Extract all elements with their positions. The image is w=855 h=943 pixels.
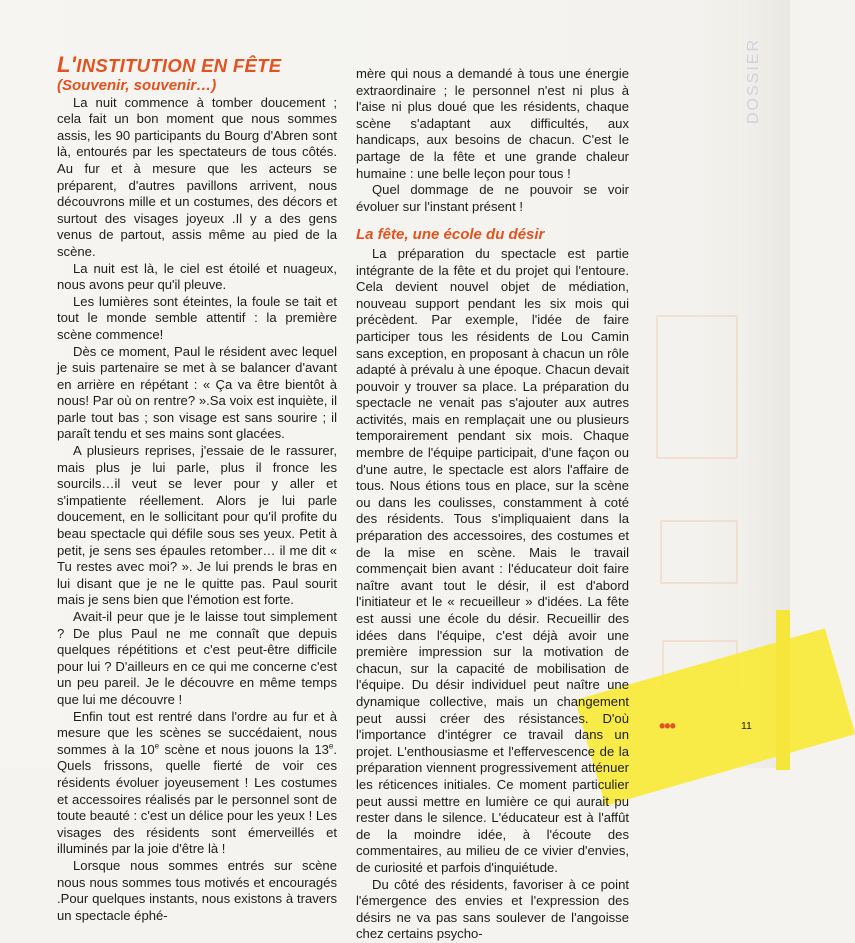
section-heading: La fête, une école du désir: [356, 226, 545, 244]
paragraph: [57, 709, 337, 858]
paragraph: Les lumières sont éteintes, la foule se tait et tout le monde semble attentif : la première scène commence!: [57, 293, 337, 342]
title-initial: L': [57, 52, 77, 77]
bleed-through-box: [660, 520, 738, 584]
text-run: scène et nous jouons la 13: [159, 741, 329, 757]
paragraph: Quel dommage de ne pouvoir se voir évoluer sur l'instant présent !: [356, 182, 629, 214]
superscript: e: [328, 741, 334, 751]
yellow-edge-strip: [776, 610, 790, 770]
paragraph: La nuit commence à tomber doucement ; cela fait un bon moment que nous sommes assis, les 90 participants du Bourg d'Abren sont là, entourés par les spectateurs de tous côtés. Au fur et à mesure que les acteurs se préparent, d'autres pavillons arrivent, nous découvrons mille et un costumes, des décors et surtout des visages joyeux .Il y a des gens venus de partout, assis même au pied de la scène.: [57, 94, 337, 259]
text-run: . Quels frissons, quelle fierté de voir ces résidents évoluer joyeusement ! Les costumes et accessoires réalisés par le personnel sont de toute beauté : c'est un délice pour les yeux ! Les visages des résidents sont émerveillés et illuminés par la joie d'être là !: [57, 741, 337, 857]
paragraph: La nuit est là, le ciel est étoilé et nuageux, nous avons peur qu'il pleuve.: [57, 260, 337, 293]
paragraph: Du côté des résidents, favoriser à ce point l'émergence des envies et l'expression des désirs ne va pas sans soulever de l'angoisse chez certains psycho-: [356, 876, 629, 942]
decorative-dots: •••: [659, 716, 675, 736]
paragraph: La préparation du spectacle est partie intégrante de la fête et du projet qui l'entoure. Cela devient nouvel objet de médiation, nouveau support pendant les six mois qui précèdent. Par exemple, l'idée de faire participer tous les résidents de Lou Camin sans exception, en proposant à chacun un rôle adapté à prévalu à une époque. Chacun devait pouvoir y trouver sa place. La préparation du spectacle ne venait pas s'ajouter aux autres activités, mais en remplaçait une ou plusieurs temporairement pendant six mois. Chaque membre de l'équipe participait, d'une façon ou d'une autre, le spectacle est alors l'affaire de tous. Nous étions tous en place, sur la scène ou dans les coulisses, constamment à coté des résidents. Tous s'impliquaient dans la préparation des accessoires, des costumes et de la mise en scène. Mais le travail commençait bien avant : l'éducateur doit faire naître avant tout le désir, il est d'abord l'initiateur et le « recueilleur » d'idées. La fête est aussi une école du désir. Recueillir des idées dans l'équipe, c'est déjà avoir une première impression sur la motivation de chacun, sur la capacité de mobilisation de l'équipe. Du désir individuel peut naître une dynamique collective, mais un changement peut aussi créer des résistances. D'où l'importance d'intégrer ce travail dans un projet. L'enthousiasme et l'effervescence de la préparation viennent progressivement atténuer les réticences initiales. Ce moment particulier peut aussi mettre en lumière ce qui aurait pu rester dans le silence. L'éducateur est à l'affût de la moindre idée, à l'écoute des commentaires, au milieu de ce vivier d'envies, de curiosité et parfois d'inquiétude.: [356, 245, 629, 875]
page-number: 11: [741, 720, 752, 732]
paragraph: Avait-il peur que je le laisse tout simplement ? De plus Paul ne me connaît que depuis quelques répétitions et c'est peut-être difficile pour lui ? D'ailleurs en ce qui me concerne c'est un peu pareil. Je le découvre en même temps que lui me découvre !: [57, 609, 337, 707]
section-tab-label: DOSSIER: [745, 38, 762, 125]
article-title: [57, 52, 281, 78]
bleed-through-box: [656, 315, 738, 459]
left-column: [57, 78, 337, 924]
paragraph: A plusieurs reprises, j'essaie de le rassurer, mais plus je lui parle, plus il fronce les sourcils…il veut se lever pour y aller et s'impatiente réellement. Alors je lui parle doucement, en le sollicitant pour qu'il profite du beau spectacle qui défile sous ses yeux. Petit à petit, je sens ses épaules retomber… il me dit « Tu restes avec moi? ». Je lui prends le bras en lui disant que je ne le quitte pas. Paul sourit mais je sens bien que l'émotion est forte.: [57, 443, 337, 608]
article-subtitle: (Souvenir, souvenir…): [57, 77, 217, 94]
superscript: e: [154, 741, 160, 751]
paragraph: Dès ce moment, Paul le résident avec lequel je suis partenaire se met à se balancer d'avant en arrière en répétant : « Ça va être bientôt à nous! Par où on rentre? ».Sa voix est inquiète, il parle tout bas ; son visage est sans sourire ; il paraît tendu et ses mains sont glacées.: [57, 343, 337, 442]
text-run: Enfin tout est rentré dans l'ordre au fur et à mesure que les scènes se succédaient, nous sommes à la 10: [57, 708, 337, 757]
paragraph: mère qui nous a demandé à tous une énergie extraordinaire ; le personnel n'est ni plus à l'aise ni plus doué que les résidents, chaque scène s'adaptant aux difficultés, aux handicaps, aux besoins de chacun. C'est le partage de la fête et une grande chaleur humaine : une belle leçon pour tous !: [356, 66, 629, 181]
right-column: [356, 66, 629, 943]
title-rest: INSTITUTION EN FÊTE: [76, 55, 282, 76]
paragraph: Lorsque nous sommes entrés sur scène nous nous sommes tous motivés et encouragés .Pour quelques instants, nous existons à travers un spectacle éphé-: [57, 857, 337, 923]
